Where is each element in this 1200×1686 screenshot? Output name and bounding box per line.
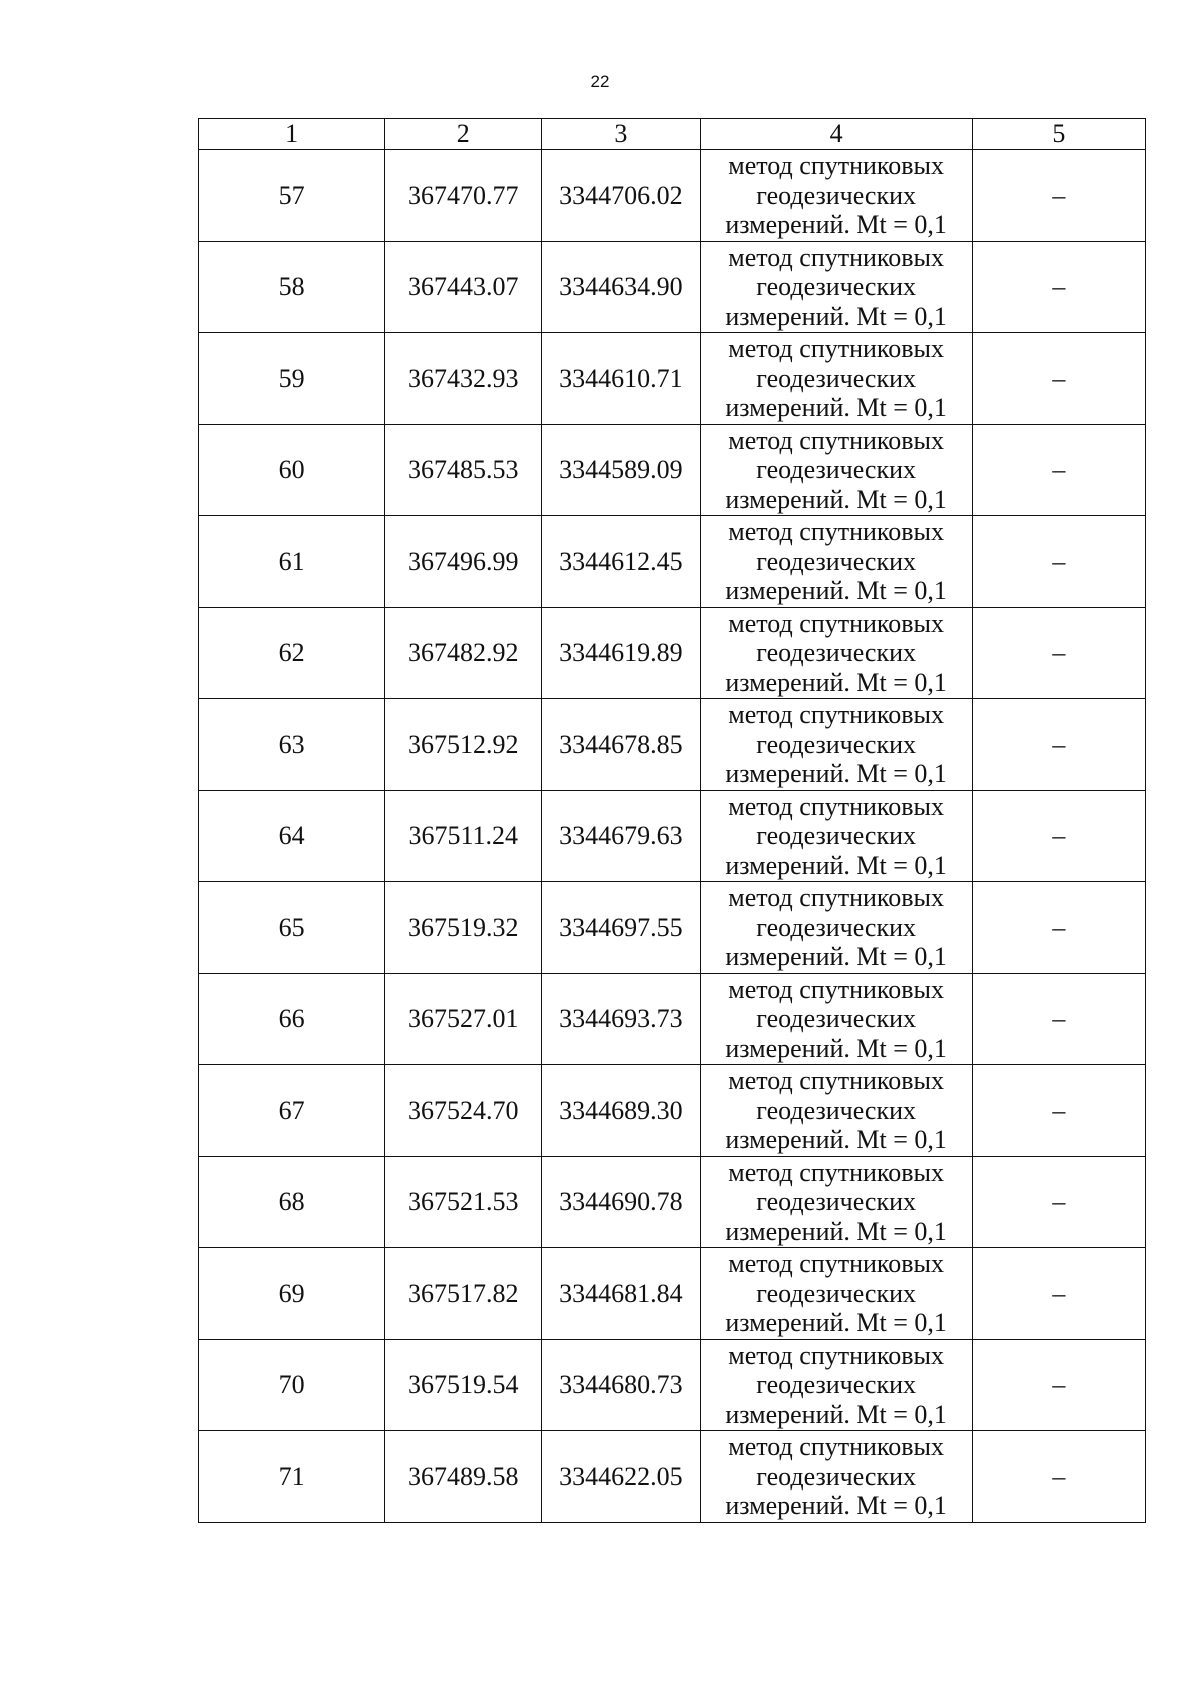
- method-cell: [700, 1339, 972, 1431]
- column-header-4: 4: [700, 119, 972, 150]
- x-coordinate-cell: 367443.07: [385, 241, 542, 333]
- method-text-line-1: метод спутниковых: [728, 974, 944, 1004]
- method-cell: [700, 424, 972, 516]
- y-coordinate-cell: 3344706.02: [542, 150, 700, 242]
- method-text-line-3: измерений. Mt = 0,1: [725, 1216, 947, 1246]
- column-header-2: 2: [385, 119, 542, 150]
- point-number-cell: 62: [199, 607, 385, 699]
- method-text-line-3: измерений. Mt = 0,1: [725, 942, 947, 971]
- method-cell: [700, 1065, 972, 1157]
- method-text-line-1: метод спутниковых: [728, 700, 944, 729]
- method-text-line-1: метод спутниковых: [728, 517, 944, 546]
- x-coordinate-cell: 367511.24: [385, 790, 542, 882]
- method-cell: [700, 790, 972, 882]
- method-text-line-2: геодезических: [756, 912, 916, 942]
- method-text-line-3: измерений. Mt = 0,1: [725, 759, 947, 788]
- method-text-line-2: геодезических: [756, 638, 916, 667]
- y-coordinate-cell: 3344690.78: [542, 1156, 700, 1248]
- x-coordinate-cell: 367519.54: [385, 1339, 542, 1431]
- y-coordinate-cell: 3344681.84: [542, 1248, 700, 1340]
- x-coordinate-cell: 367482.92: [385, 607, 542, 699]
- method-text-line-2: геодезических: [756, 546, 916, 576]
- method-text-line-2: геодезических: [756, 363, 916, 393]
- table-row: [199, 424, 1146, 516]
- point-number-cell: 61: [199, 516, 385, 608]
- page-number: 22: [590, 72, 610, 91]
- point-number-cell: 64: [199, 790, 385, 882]
- method-text-line-1: метод спутниковых: [728, 425, 944, 455]
- y-coordinate-cell: 3344622.05: [542, 1431, 700, 1523]
- method-text-line-2: геодезических: [756, 1004, 916, 1033]
- method-cell: [700, 150, 972, 242]
- point-number-cell: 58: [199, 241, 385, 333]
- column-5-cell: –: [972, 882, 1145, 974]
- table-row: [199, 516, 1146, 608]
- y-coordinate-cell: 3344612.45: [542, 516, 700, 608]
- x-coordinate-cell: 367432.93: [385, 333, 542, 425]
- method-text-line-3: измерений. Mt = 0,1: [725, 1491, 947, 1520]
- point-number-cell: 66: [199, 973, 385, 1065]
- method-text-line-1: метод спутниковых: [728, 151, 944, 180]
- method-text-line-1: метод спутниковых: [728, 1340, 944, 1370]
- column-5-cell: –: [972, 1339, 1145, 1431]
- method-text-line-3: измерений. Mt = 0,1: [725, 484, 947, 514]
- method-cell: [700, 516, 972, 608]
- y-coordinate-cell: 3344610.71: [542, 333, 700, 425]
- method-text-line-3: измерений. Mt = 0,1: [725, 1033, 947, 1063]
- method-cell: [700, 882, 972, 974]
- table-row: [199, 973, 1146, 1065]
- table-row: [199, 699, 1146, 791]
- method-text-line-1: метод спутниковых: [728, 1157, 944, 1187]
- x-coordinate-cell: 367470.77: [385, 150, 542, 242]
- table-row: [199, 1065, 1146, 1157]
- method-text-line-2: геодезических: [756, 1370, 916, 1399]
- method-text-line-1: метод спутниковых: [728, 608, 944, 638]
- method-cell: [700, 699, 972, 791]
- method-cell: [700, 1431, 972, 1523]
- column-5-cell: –: [972, 790, 1145, 882]
- method-text-line-3: измерений. Mt = 0,1: [725, 1308, 947, 1337]
- point-number-cell: 67: [199, 1065, 385, 1157]
- column-5-cell: –: [972, 1248, 1145, 1340]
- method-cell: [700, 333, 972, 425]
- method-text-line-1: метод спутниковых: [728, 242, 944, 272]
- method-text-line-3: измерений. Mt = 0,1: [725, 210, 947, 239]
- table-row: [199, 882, 1146, 974]
- method-text-line-2: геодезических: [756, 272, 916, 301]
- method-text-line-1: метод спутниковых: [728, 334, 944, 363]
- method-text-line-1: метод спутниковых: [728, 791, 944, 821]
- y-coordinate-cell: 3344619.89: [542, 607, 700, 699]
- column-5-cell: –: [972, 1065, 1145, 1157]
- x-coordinate-cell: 367485.53: [385, 424, 542, 516]
- column-5-cell: –: [972, 699, 1145, 791]
- y-coordinate-cell: 3344634.90: [542, 241, 700, 333]
- method-text-line-3: измерений. Mt = 0,1: [725, 1399, 947, 1429]
- column-5-cell: –: [972, 973, 1145, 1065]
- method-text-line-3: измерений. Mt = 0,1: [725, 301, 947, 331]
- point-number-cell: 65: [199, 882, 385, 974]
- x-coordinate-cell: 367527.01: [385, 973, 542, 1065]
- point-number-cell: 57: [199, 150, 385, 242]
- method-text-line-3: измерений. Mt = 0,1: [725, 850, 947, 880]
- x-coordinate-cell: 367512.92: [385, 699, 542, 791]
- column-5-cell: –: [972, 150, 1145, 242]
- column-header-5: 5: [972, 119, 1145, 150]
- point-number-cell: 71: [199, 1431, 385, 1523]
- table-row: [199, 607, 1146, 699]
- method-text-line-3: измерений. Mt = 0,1: [725, 667, 947, 697]
- method-text-line-3: измерений. Mt = 0,1: [725, 1125, 947, 1154]
- method-text-line-3: измерений. Mt = 0,1: [725, 393, 947, 422]
- method-text-line-1: метод спутниковых: [728, 1432, 944, 1461]
- x-coordinate-cell: 367517.82: [385, 1248, 542, 1340]
- y-coordinate-cell: 3344697.55: [542, 882, 700, 974]
- column-5-cell: –: [972, 516, 1145, 608]
- method-text-line-1: метод спутниковых: [728, 883, 944, 912]
- table-row: [199, 790, 1146, 882]
- point-number-cell: 60: [199, 424, 385, 516]
- y-coordinate-cell: 3344693.73: [542, 973, 700, 1065]
- point-number-cell: 59: [199, 333, 385, 425]
- y-coordinate-cell: 3344679.63: [542, 790, 700, 882]
- column-header-1: 1: [199, 119, 385, 150]
- method-text-line-2: геодезических: [756, 455, 916, 484]
- method-text-line-2: геодезических: [756, 1461, 916, 1491]
- method-cell: [700, 973, 972, 1065]
- column-5-cell: –: [972, 1156, 1145, 1248]
- x-coordinate-cell: 367524.70: [385, 1065, 542, 1157]
- method-text-line-2: геодезических: [756, 180, 916, 210]
- table-row: [199, 241, 1146, 333]
- table-row: [199, 150, 1146, 242]
- coordinates-table: [198, 118, 1146, 1523]
- method-cell: [700, 607, 972, 699]
- method-cell: [700, 241, 972, 333]
- table-header-row: [199, 119, 1146, 150]
- point-number-cell: 63: [199, 699, 385, 791]
- point-number-cell: 68: [199, 1156, 385, 1248]
- method-cell: [700, 1156, 972, 1248]
- column-header-3: 3: [542, 119, 700, 150]
- y-coordinate-cell: 3344680.73: [542, 1339, 700, 1431]
- table-row: [199, 333, 1146, 425]
- method-text-line-2: геодезических: [756, 1095, 916, 1125]
- table-row: [199, 1431, 1146, 1523]
- table-body: [199, 150, 1146, 1523]
- method-text-line-2: геодезических: [756, 821, 916, 850]
- method-text-line-1: метод спутниковых: [728, 1249, 944, 1278]
- column-5-cell: –: [972, 607, 1145, 699]
- method-text-line-1: метод спутниковых: [728, 1066, 944, 1095]
- table-row: [199, 1156, 1146, 1248]
- method-text-line-2: геодезических: [756, 1278, 916, 1308]
- column-5-cell: –: [972, 424, 1145, 516]
- y-coordinate-cell: 3344589.09: [542, 424, 700, 516]
- column-5-cell: –: [972, 333, 1145, 425]
- table-row: [199, 1248, 1146, 1340]
- method-text-line-3: измерений. Mt = 0,1: [725, 576, 947, 605]
- x-coordinate-cell: 367519.32: [385, 882, 542, 974]
- column-5-cell: –: [972, 1431, 1145, 1523]
- x-coordinate-cell: 367496.99: [385, 516, 542, 608]
- method-text-line-2: геодезических: [756, 1187, 916, 1216]
- y-coordinate-cell: 3344678.85: [542, 699, 700, 791]
- point-number-cell: 69: [199, 1248, 385, 1340]
- table-row: [199, 1339, 1146, 1431]
- point-number-cell: 70: [199, 1339, 385, 1431]
- method-text-line-2: геодезических: [756, 729, 916, 759]
- x-coordinate-cell: 367521.53: [385, 1156, 542, 1248]
- method-cell: [700, 1248, 972, 1340]
- column-5-cell: –: [972, 241, 1145, 333]
- x-coordinate-cell: 367489.58: [385, 1431, 542, 1523]
- y-coordinate-cell: 3344689.30: [542, 1065, 700, 1157]
